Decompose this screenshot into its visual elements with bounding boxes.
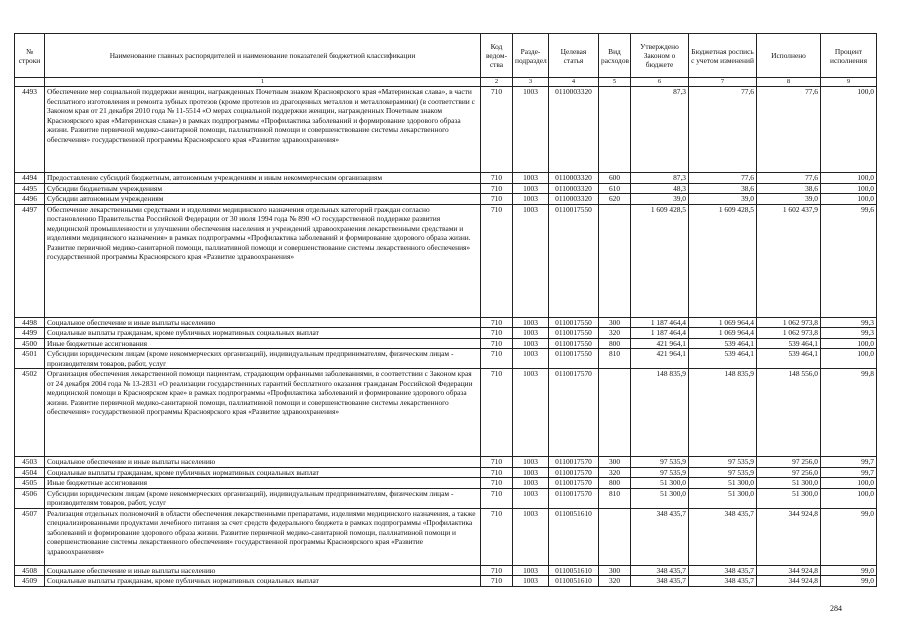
row-name: Реализация отдельных полномочий в области обеспечения лекарственными препаратами, изделиями медицинского назначения, а также специализированными продуктами лечебного питания за счет средств федерального бюджета в рамках подпрограммы «Профилактика заболеваний и формирование здорового образа жизни. Развитие первичной медико-санитарной помощи, паллиативной помощи и совершенствование системы лекарственного обеспечения» государственной программы Красноярского края «Развитие здравоохранения» [45, 508, 481, 565]
row-kind: 320 [599, 467, 631, 478]
row-listing: 51 300,0 [689, 478, 757, 489]
row-listing: 97 535,9 [689, 457, 757, 468]
row-name: Социальное обеспечение и иные выплаты населению [45, 317, 481, 328]
budget-table [14, 33, 877, 587]
row-percent: 100,0 [821, 488, 877, 508]
header-percent: Процент исполнения [821, 34, 877, 78]
row-division: 1003 [513, 576, 549, 587]
table-row [15, 508, 877, 565]
row-code: 710 [481, 478, 513, 489]
row-percent: 100,0 [821, 349, 877, 369]
row-percent: 99,6 [821, 204, 877, 317]
row-kind [599, 87, 631, 173]
row-percent: 100,0 [821, 183, 877, 194]
column-index: 6 [631, 78, 689, 87]
row-approved: 39,0 [631, 194, 689, 205]
column-index: 8 [757, 78, 821, 87]
row-executed: 1 062 973,8 [757, 317, 821, 328]
column-index: 2 [481, 78, 513, 87]
row-kind: 620 [599, 194, 631, 205]
row-kind: 610 [599, 183, 631, 194]
row-listing: 1 069 964,4 [689, 317, 757, 328]
row-code: 710 [481, 369, 513, 457]
page-number: 284 [830, 604, 842, 613]
row-number: 4506 [15, 488, 45, 508]
row-target: 0110017570 [549, 457, 599, 468]
row-name: Организация обеспечения лекарственной помощи пациентам, страдающим орфанными заболеваниями, в соответствии с Законом края от 24 декабря 2004 года № 13-2831 «О реализации государственных гарантий бесплатного оказания гражданам Российской Федерации медицинской помощи в Красноярском крае» в рамках подпрограммы «Профилактика заболеваний и формирование здорового образа жизни. Развитие первичной медико-санитарной помощи, паллиативной помощи и совершенствование системы лекарственного обеспечения» государственной программы Красноярского края «Развитие здравоохранения» [45, 369, 481, 457]
row-target: 0110017570 [549, 467, 599, 478]
column-index-row [15, 78, 877, 87]
row-approved: 1 609 428,5 [631, 204, 689, 317]
row-executed: 77,6 [757, 87, 821, 173]
row-number: 4500 [15, 338, 45, 349]
row-percent: 99,7 [821, 457, 877, 468]
table-row [15, 369, 877, 457]
row-number: 4503 [15, 457, 45, 468]
header-listing: Бюджетная роспись с учетом изменений [689, 34, 757, 78]
row-number: 4493 [15, 87, 45, 173]
row-approved: 348 435,7 [631, 576, 689, 587]
row-percent: 99,0 [821, 576, 877, 587]
row-number: 4507 [15, 508, 45, 565]
column-index: 9 [821, 78, 877, 87]
row-name: Социальное обеспечение и иные выплаты населению [45, 565, 481, 576]
row-listing: 77,6 [689, 87, 757, 173]
row-number: 4499 [15, 328, 45, 339]
row-listing: 39,0 [689, 194, 757, 205]
header-name: Наименование главных распорядителей и наименование показателей бюджетной классификации [45, 34, 481, 78]
column-index: 7 [689, 78, 757, 87]
row-division: 1003 [513, 194, 549, 205]
table-row [15, 194, 877, 205]
row-kind: 320 [599, 328, 631, 339]
row-listing: 1 069 964,4 [689, 328, 757, 339]
row-listing: 348 435,7 [689, 565, 757, 576]
row-target: 0110017550 [549, 204, 599, 317]
row-number: 4504 [15, 467, 45, 478]
row-name: Социальные выплаты гражданам, кроме публичных нормативных социальных выплат [45, 467, 481, 478]
row-executed: 51 300,0 [757, 488, 821, 508]
row-code: 710 [481, 194, 513, 205]
header-executed: Исполнено [757, 34, 821, 78]
row-name: Иные бюджетные ассигнования [45, 338, 481, 349]
row-code: 710 [481, 457, 513, 468]
row-percent: 100,0 [821, 194, 877, 205]
row-listing: 77,6 [689, 173, 757, 184]
row-code: 710 [481, 328, 513, 339]
row-approved: 1 187 464,4 [631, 317, 689, 328]
table-row [15, 488, 877, 508]
row-target: 0110017550 [549, 328, 599, 339]
row-approved: 148 835,9 [631, 369, 689, 457]
header-row [15, 34, 877, 78]
row-code: 710 [481, 467, 513, 478]
row-code: 710 [481, 183, 513, 194]
row-name: Субсидии юридическим лицам (кроме некоммерческих организаций), индивидуальным предпринимателям, физическим лицам - производителям товаров, работ, услуг [45, 488, 481, 508]
row-division: 1003 [513, 478, 549, 489]
row-division: 1003 [513, 87, 549, 173]
row-division: 1003 [513, 349, 549, 369]
row-kind: 800 [599, 338, 631, 349]
row-code: 710 [481, 508, 513, 565]
row-code: 710 [481, 173, 513, 184]
row-name: Субсидии автономным учреждениям [45, 194, 481, 205]
row-kind: 300 [599, 317, 631, 328]
row-approved: 348 435,7 [631, 508, 689, 565]
row-division: 1003 [513, 488, 549, 508]
row-code: 710 [481, 204, 513, 317]
row-percent: 99,0 [821, 508, 877, 565]
row-target: 0110017550 [549, 338, 599, 349]
row-approved: 421 964,1 [631, 338, 689, 349]
row-code: 710 [481, 565, 513, 576]
row-kind: 810 [599, 349, 631, 369]
row-approved: 87,3 [631, 87, 689, 173]
row-code: 710 [481, 349, 513, 369]
row-percent: 99,7 [821, 467, 877, 478]
row-code: 710 [481, 317, 513, 328]
row-approved: 421 964,1 [631, 349, 689, 369]
header-code: Код ведом-ства [481, 34, 513, 78]
row-number: 4494 [15, 173, 45, 184]
row-code: 710 [481, 87, 513, 173]
row-division: 1003 [513, 369, 549, 457]
row-target: 0110003320 [549, 183, 599, 194]
row-number: 4509 [15, 576, 45, 587]
row-name: Обеспечение мер социальной поддержки женщин, награжденных Почетным знаком Красноярского края «Материнская слава», в части бесплатного изготовления и ремонта зубных протезов (кроме протезов из драгоценных металлов и металлокерамики) (в соответствии с Законом края от 21 декабря 2010 года № 11-5514 «О мерах социальной поддержки женщин, награжденных Почетным знаком Красноярского края «Материнская слава») в рамках подпрограммы «Профилактика заболеваний и формирование здорового образа жизни. Развитие первичной медико-санитарной помощи, паллиативной помощи и совершенствование системы лекарственного обеспечения» государственной программы Красноярского края «Развитие здравоохранения» [45, 87, 481, 173]
column-index [15, 78, 45, 87]
row-approved: 51 300,0 [631, 478, 689, 489]
row-code: 710 [481, 488, 513, 508]
row-executed: 1 062 973,8 [757, 328, 821, 339]
row-executed: 38,6 [757, 183, 821, 194]
row-percent: 99,8 [821, 369, 877, 457]
table-row [15, 349, 877, 369]
row-percent: 100,0 [821, 173, 877, 184]
row-listing: 97 535,9 [689, 467, 757, 478]
row-approved: 87,3 [631, 173, 689, 184]
row-division: 1003 [513, 317, 549, 328]
table-row [15, 183, 877, 194]
row-approved: 348 435,7 [631, 565, 689, 576]
table-row [15, 478, 877, 489]
row-approved: 97 535,9 [631, 457, 689, 468]
row-name: Иные бюджетные ассигнования [45, 478, 481, 489]
row-listing: 539 464,1 [689, 338, 757, 349]
row-percent: 100,0 [821, 338, 877, 349]
row-executed: 148 556,0 [757, 369, 821, 457]
row-kind: 300 [599, 565, 631, 576]
row-executed: 1 602 437,9 [757, 204, 821, 317]
row-code: 710 [481, 338, 513, 349]
row-executed: 344 924,8 [757, 576, 821, 587]
row-name: Социальные выплаты гражданам, кроме публичных нормативных социальных выплат [45, 576, 481, 587]
row-kind: 800 [599, 478, 631, 489]
row-percent: 100,0 [821, 87, 877, 173]
row-executed: 539 464,1 [757, 338, 821, 349]
header-target: Целевая статья [549, 34, 599, 78]
row-listing: 348 435,7 [689, 508, 757, 565]
row-percent: 99,3 [821, 328, 877, 339]
row-listing: 51 300,0 [689, 488, 757, 508]
row-approved: 97 535,9 [631, 467, 689, 478]
table-row [15, 338, 877, 349]
row-listing: 1 609 428,5 [689, 204, 757, 317]
row-listing: 38,6 [689, 183, 757, 194]
row-number: 4497 [15, 204, 45, 317]
row-number: 4505 [15, 478, 45, 489]
row-listing: 148 835,9 [689, 369, 757, 457]
column-index: 5 [599, 78, 631, 87]
row-listing: 539 464,1 [689, 349, 757, 369]
table-row [15, 173, 877, 184]
row-division: 1003 [513, 328, 549, 339]
row-number: 4496 [15, 194, 45, 205]
row-target: 0110017570 [549, 488, 599, 508]
row-name: Субсидии юридическим лицам (кроме некоммерческих организаций), индивидуальным предпринимателям, физическим лицам - производителям товаров, работ, услуг [45, 349, 481, 369]
row-percent: 100,0 [821, 478, 877, 489]
row-kind: 810 [599, 488, 631, 508]
row-division: 1003 [513, 565, 549, 576]
column-index: 4 [549, 78, 599, 87]
row-division: 1003 [513, 457, 549, 468]
table-row [15, 565, 877, 576]
header-kind: Вид расходов [599, 34, 631, 78]
row-division: 1003 [513, 204, 549, 317]
row-kind [599, 204, 631, 317]
column-index: 3 [513, 78, 549, 87]
row-executed: 97 256,0 [757, 467, 821, 478]
table-body [15, 87, 877, 587]
row-percent: 99,0 [821, 565, 877, 576]
row-code: 710 [481, 576, 513, 587]
row-executed: 539 464,1 [757, 349, 821, 369]
row-number: 4498 [15, 317, 45, 328]
row-approved: 51 300,0 [631, 488, 689, 508]
row-executed: 344 924,8 [757, 508, 821, 565]
row-name: Предоставление субсидий бюджетным, автономным учреждениям и иным некоммерческим организациям [45, 173, 481, 184]
row-name: Обеспечение лекарственными средствами и изделиями медицинского назначения отдельных категорий граждан согласно постановлению Правительства Российской Федерации от 30 июля 1994 года № 890 «О государственной поддержке развития медицинской промышленности и улучшении обеспечения населения и учреждений здравоохранения лекарственными средствами и изделиями медицинского назначения» в рамках подпрограммы «Профилактика заболеваний и формирование здорового образа жизни. Развитие первичной медико-санитарной помощи, паллиативной помощи и совершенствование системы лекарственного обеспечения» государственной программы Красноярского края «Развитие здравоохранения» [45, 204, 481, 317]
table-row [15, 328, 877, 339]
row-target: 0110003320 [549, 194, 599, 205]
table-row [15, 576, 877, 587]
row-approved: 48,3 [631, 183, 689, 194]
row-target: 0110051610 [549, 565, 599, 576]
table-row [15, 204, 877, 317]
row-target: 0110051610 [549, 576, 599, 587]
row-executed: 51 300,0 [757, 478, 821, 489]
row-division: 1003 [513, 338, 549, 349]
table-row [15, 317, 877, 328]
table-row [15, 87, 877, 173]
row-division: 1003 [513, 467, 549, 478]
row-kind [599, 369, 631, 457]
row-target: 0110017570 [549, 369, 599, 457]
row-executed: 344 924,8 [757, 565, 821, 576]
column-index: 1 [45, 78, 481, 87]
row-number: 4501 [15, 349, 45, 369]
table-row [15, 457, 877, 468]
row-target: 0110017550 [549, 317, 599, 328]
row-target: 0110017550 [549, 349, 599, 369]
row-kind [599, 508, 631, 565]
row-target: 0110003320 [549, 87, 599, 173]
row-kind: 320 [599, 576, 631, 587]
header-division: Разде-подраздел [513, 34, 549, 78]
row-number: 4508 [15, 565, 45, 576]
row-target: 0110003320 [549, 173, 599, 184]
row-approved: 1 187 464,4 [631, 328, 689, 339]
header-row-no: № строки [15, 34, 45, 78]
row-name: Социальные выплаты гражданам, кроме публичных нормативных социальных выплат [45, 328, 481, 339]
row-number: 4495 [15, 183, 45, 194]
row-division: 1003 [513, 173, 549, 184]
header-approved: Утверждено Законом о бюджете [631, 34, 689, 78]
row-listing: 348 435,7 [689, 576, 757, 587]
row-target: 0110017570 [549, 478, 599, 489]
row-executed: 39,0 [757, 194, 821, 205]
table-row [15, 467, 877, 478]
row-division: 1003 [513, 508, 549, 565]
row-name: Социальное обеспечение и иные выплаты населению [45, 457, 481, 468]
row-name: Субсидии бюджетным учреждениям [45, 183, 481, 194]
row-kind: 300 [599, 457, 631, 468]
row-percent: 99,3 [821, 317, 877, 328]
row-kind: 600 [599, 173, 631, 184]
row-target: 0110051610 [549, 508, 599, 565]
row-division: 1003 [513, 183, 549, 194]
row-executed: 97 256,0 [757, 457, 821, 468]
row-executed: 77,6 [757, 173, 821, 184]
row-number: 4502 [15, 369, 45, 457]
